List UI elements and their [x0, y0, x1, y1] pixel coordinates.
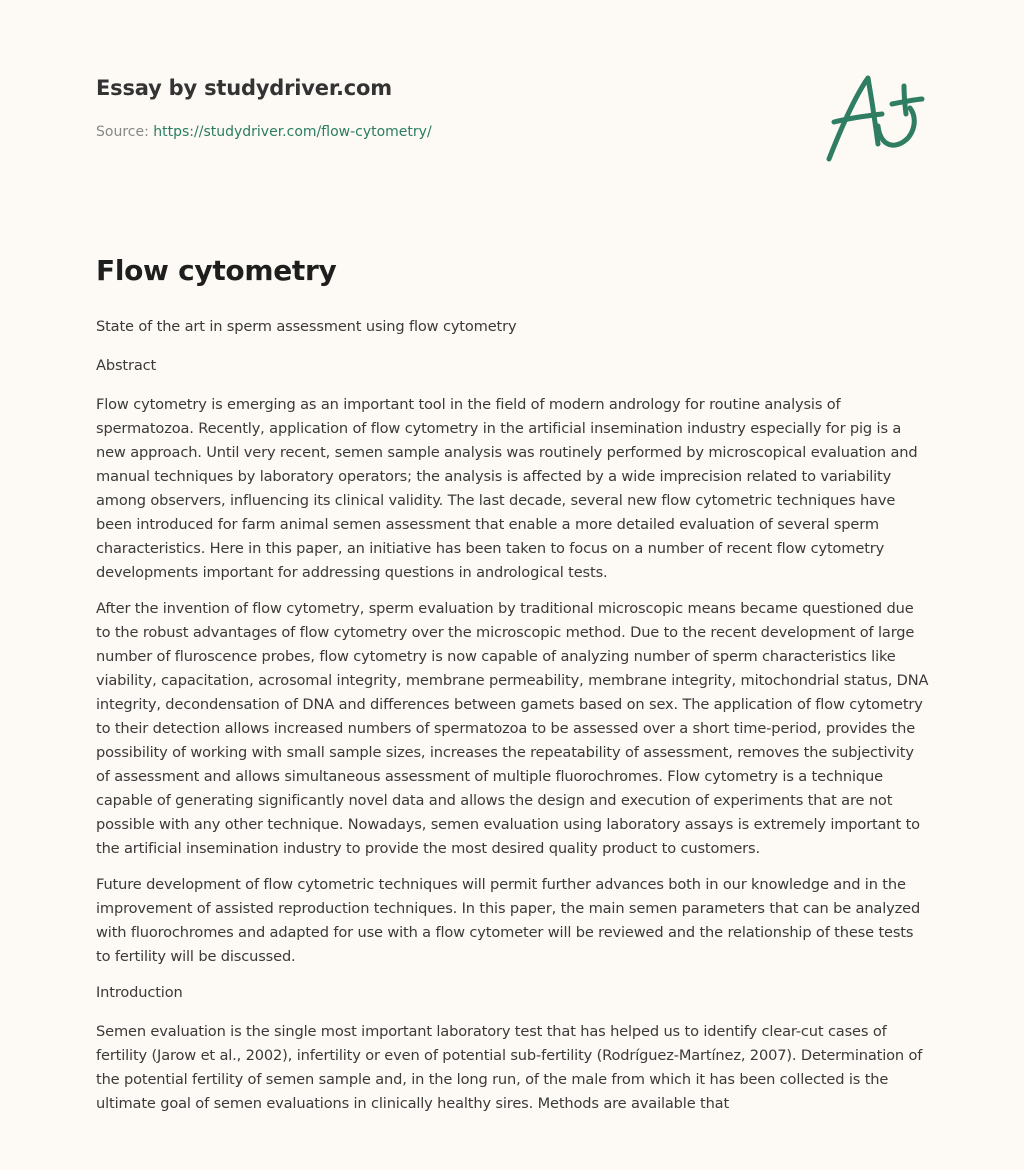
source-label: Source: [96, 124, 149, 140]
source-link[interactable]: https://studydriver.com/flow-cytometry/ [153, 124, 432, 140]
paragraph: Semen evaluation is the single most important laboratory test that has helped us to identify clear-cut cases of fertility (Jarow et al., 2002), infertility or even of potential sub-fertility (Rodríguez-Martínez, 2007). Determination of the potential fertility of semen sample and, in the long run, of the male from which it has been collected is the ultimate goal of semen evaluations in clinically healthy sires. Methods are available that [96, 1023, 923, 1112]
document-body [96, 315, 932, 1128]
section-heading-introduction: Introduction [96, 984, 183, 1001]
paragraph: Flow cytometry is emerging as an important tool in the field of modern andrology for routine analysis of spermatozoa. Recently, application of flow cytometry in the artificial insemination industry especially for pig is a new approach. Until very recent, semen sample analysis was routinely performed by microscopical evaluation and manual techniques by laboratory operators; the analysis is affected by a wide imprecision related to variability among observers, influencing its clinical validity. The last decade, several new flow cytometric techniques have been introduced for farm animal semen assessment that enable a more detailed evaluation of several sperm characteristics. Here in this paper, an initiative has been taken to focus on a number of recent flow cytometry developments important for addressing questions in andrological tests. [96, 396, 918, 581]
document-subtitle: State of the art in sperm assessment using flow cytometry [96, 318, 517, 335]
section-heading-abstract: Abstract [96, 357, 157, 374]
source-line [96, 124, 432, 140]
site-brand: Essay by studydriver.com [96, 76, 392, 100]
document-title: Flow cytometry [96, 254, 337, 287]
paragraph: After the invention of flow cytometry, sperm evaluation by traditional microscopic means became questioned due to the robust advantages of flow cytometry over the microscopic method. Due to the recent development of large number of fluroscence probes, flow cytometry is now capable of analyzing number of sperm characteristics like viability, capacitation, acrosomal integrity, membrane permeability, membrane integrity, mitochondrial status, DNA integrity, decondensation of DNA and differences between gamets based on sex. The application of flow cytometry to their detection allows increased numbers of spermatozoa to be assessed over a short time-period, provides the possibility of working with small sample sizes, increases the repeatability of assessment, removes the subjectivity of assessment and allows simultaneous assessment of multiple fluorochromes. Flow cytometry is a technique capable of generating significantly novel data and allows the design and execution of experiments that are not possible with any other technique. Nowadays, semen evaluation using laboratory assays is extremely important to the artificial insemination industry to provide the most desired quality product to customers. [96, 600, 929, 857]
paragraph: Future development of flow cytometric techniques will permit further advances both in our knowledge and in the improvement of assisted reproduction techniques. In this paper, the main semen parameters that can be analyzed with fluorochromes and adapted for use with a flow cytometer will be reviewed and the relationship of these tests to fertility will be discussed. [96, 876, 921, 965]
a-plus-logo-icon [820, 66, 930, 166]
